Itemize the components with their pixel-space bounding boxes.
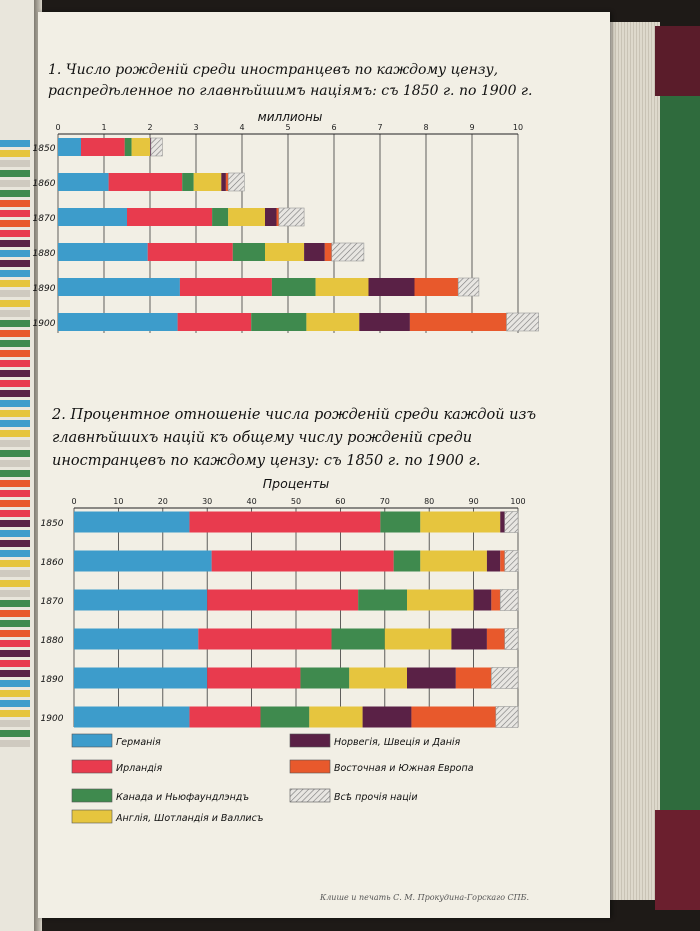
x-tick-label: 60: [335, 497, 346, 506]
bar-segment: [487, 629, 505, 650]
x-tick-label: 0: [55, 123, 61, 132]
bar-segment: [420, 512, 500, 533]
bar-segment: [198, 629, 331, 650]
x-tick-label: 1: [101, 123, 107, 132]
x-tick-label: 10: [113, 497, 124, 506]
bar-segment: [260, 707, 309, 728]
bar-segment: [74, 551, 212, 572]
x-tick-label: 2: [147, 123, 153, 132]
category-label: 1900: [40, 714, 64, 724]
bar-segment: [74, 512, 189, 533]
x-axis-label: Проценты: [262, 476, 330, 491]
bar-segment: [487, 551, 500, 572]
x-tick-label: 3: [193, 123, 199, 132]
legend-label: Канада и Ньюфаундлэндъ: [116, 792, 250, 803]
bar-segment: [505, 551, 518, 572]
bar-segment: [332, 629, 385, 650]
bar-segment: [407, 590, 474, 611]
legend-swatch: [72, 760, 112, 773]
x-tick-label: 20: [157, 497, 168, 506]
legend-label: Норвегія, Швеція и Данія: [334, 737, 461, 748]
bar-segment: [491, 668, 518, 689]
bar-segment: [500, 551, 504, 572]
bar-segment: [411, 707, 495, 728]
x-tick-label: 80: [424, 497, 435, 506]
bar-segment: [207, 590, 358, 611]
bar-segment: [74, 629, 198, 650]
bar-segment: [474, 590, 492, 611]
bar-segment: [505, 629, 518, 650]
bar-segment: [358, 590, 407, 611]
chart1-title: 1. Число рожденій среди иностранцевъ по каждому цензу, распредѣленное по главнѣйшимъ націямъ: съ 1850 г. по 1900 г.: [48, 62, 533, 99]
category-label: 1850: [40, 519, 64, 529]
bar-segment: [207, 668, 300, 689]
legend-label: Ирландія: [116, 763, 163, 774]
bar-segment: [189, 512, 380, 533]
bar-segment: [363, 707, 412, 728]
legend-label: Восточная и Южная Европа: [334, 763, 474, 774]
legend-label: Англія, Шотландія и Валлисъ: [116, 813, 264, 824]
bar-segment: [380, 512, 420, 533]
page-footer: Клише и печать С. М. Прокудина-Горскаго СПБ.: [320, 893, 530, 902]
bar-segment: [349, 668, 407, 689]
category-label: 1860: [40, 558, 64, 568]
bar-segment: [451, 629, 487, 650]
category-label: 1850: [32, 144, 56, 154]
category-label: 1860: [32, 179, 56, 189]
x-tick-label: 0: [71, 497, 77, 506]
bar-segment: [74, 707, 189, 728]
bar-segment: [74, 668, 207, 689]
legend-label: Германія: [116, 737, 161, 748]
category-label: 1870: [40, 597, 64, 607]
x-tick-label: 5: [285, 123, 291, 132]
x-tick-label: 40: [246, 497, 257, 506]
legend-swatch: [72, 810, 112, 823]
chart2-title: 2. Процентное отношеніе числа рожденій среди каждой изъ главнѣйшихъ націй къ общему числу рожденій среди иностранцевъ по каждому цензу: съ 1850 г. по 1900 г.: [52, 407, 537, 469]
bar-segment: [420, 551, 487, 572]
legend-swatch: [72, 789, 112, 802]
legend-swatch: [290, 734, 330, 747]
legend-label: Всѣ прочія націи: [334, 792, 418, 803]
category-label: 1880: [40, 636, 64, 646]
x-tick-label: 6: [331, 123, 337, 132]
category-label: 1890: [32, 284, 56, 294]
category-label: 1870: [32, 214, 56, 224]
bar-segment: [300, 668, 349, 689]
legend-swatch: [290, 789, 330, 802]
x-tick-label: 100: [510, 497, 526, 506]
x-tick-label: 8: [423, 123, 429, 132]
legend-swatch: [290, 760, 330, 773]
x-tick-label: 7: [377, 123, 383, 132]
x-tick-label: 70: [379, 497, 390, 506]
category-label: 1900: [32, 319, 56, 329]
bar-segment: [491, 590, 500, 611]
category-label: 1890: [40, 675, 64, 685]
bar-segment: [456, 668, 492, 689]
bar-segment: [394, 551, 421, 572]
category-label: 1880: [32, 249, 56, 259]
bar-segment: [189, 707, 260, 728]
bar-segment: [505, 512, 518, 533]
bar-segment: [407, 668, 456, 689]
x-tick-label: 4: [239, 123, 245, 132]
bar-segment: [74, 590, 207, 611]
x-axis-label: миллионы: [257, 110, 323, 124]
bar-segment: [496, 707, 518, 728]
bar-segment: [385, 629, 452, 650]
x-tick-label: 10: [512, 123, 524, 132]
x-tick-label: 30: [202, 497, 213, 506]
legend-swatch: [72, 734, 112, 747]
x-tick-label: 50: [290, 497, 302, 506]
bar-segment: [500, 512, 504, 533]
x-tick-label: 90: [468, 497, 479, 506]
bar-segment: [309, 707, 362, 728]
x-tick-label: 9: [469, 123, 475, 132]
bar-segment: [212, 551, 394, 572]
bar-segment: [500, 590, 518, 611]
